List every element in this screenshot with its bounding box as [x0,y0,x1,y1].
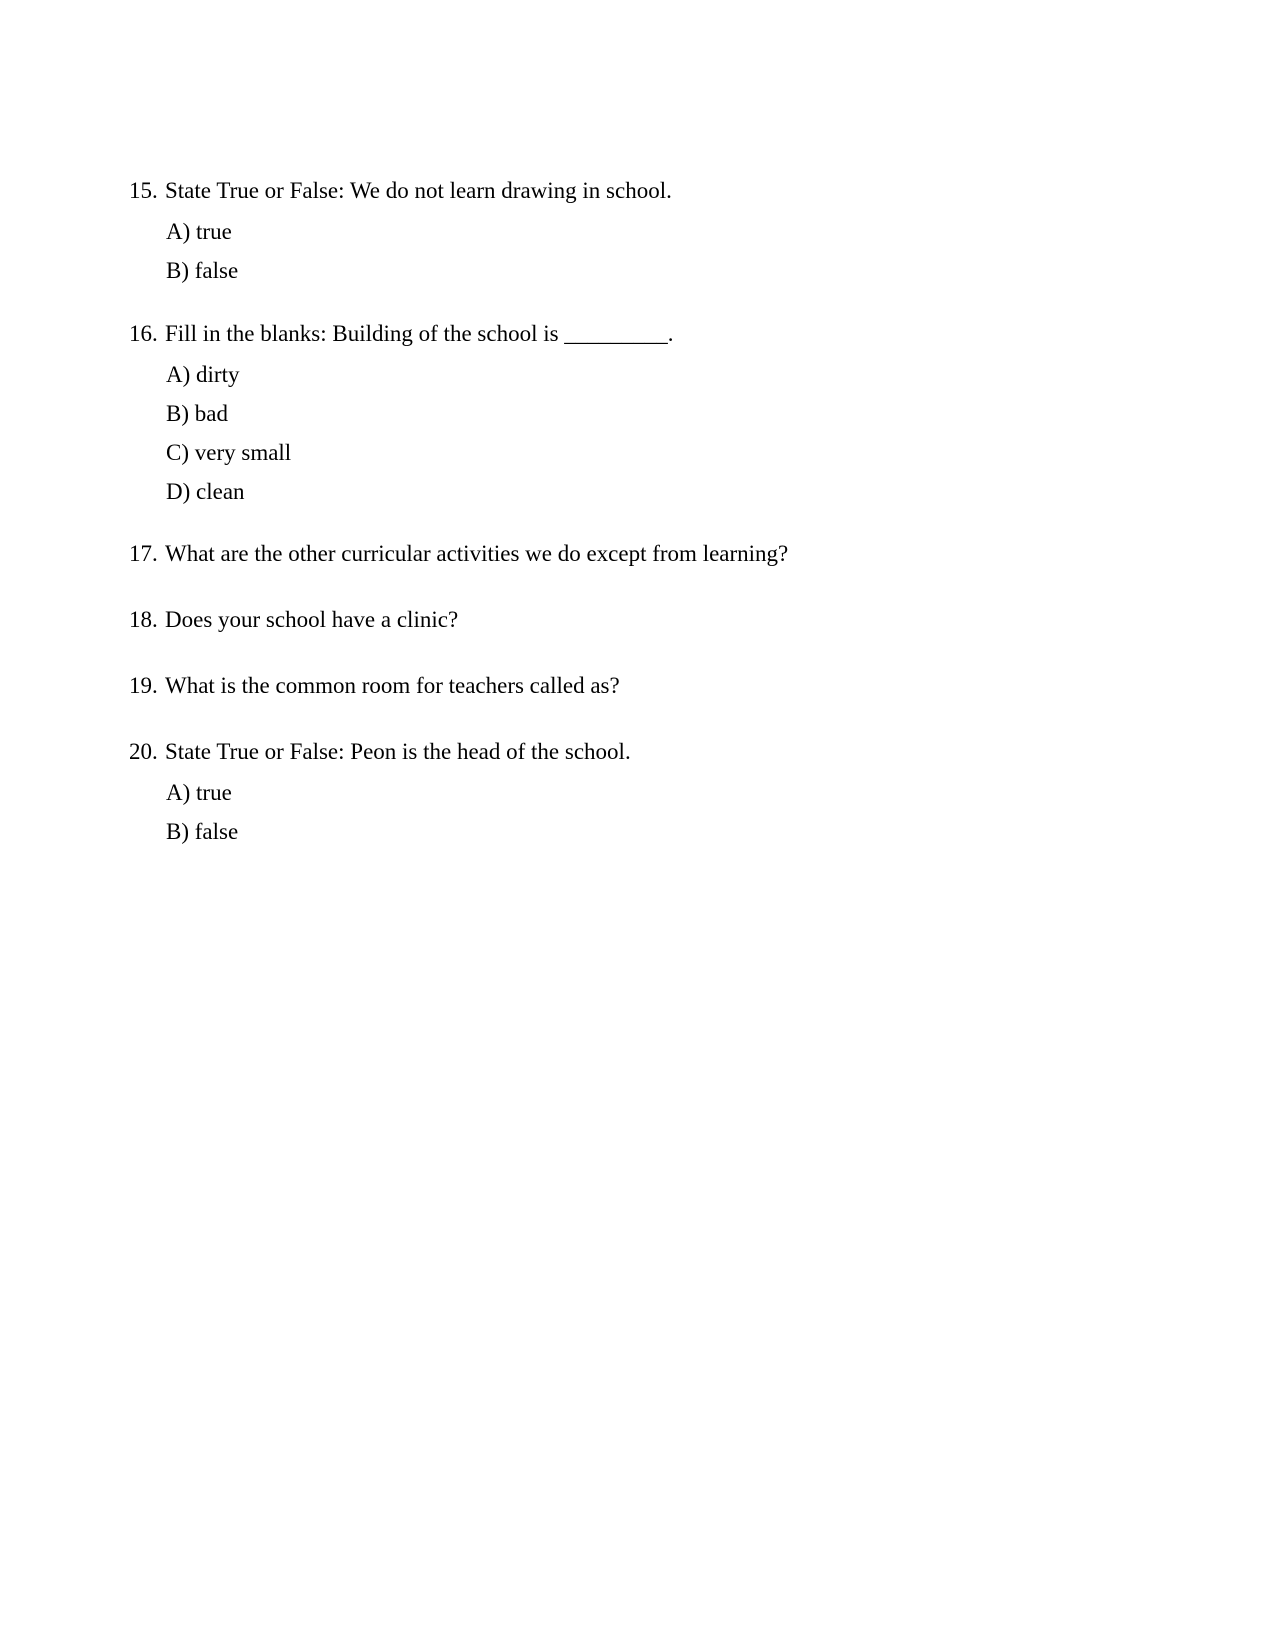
question-text: Does your school have a clinic? [165,607,459,632]
question-20 [129,738,631,766]
question-20-option-a: A) true [166,780,232,805]
question-20-option-b: B) false [166,819,239,844]
question-text: State True or False: We do not learn drawing in school. [165,178,672,203]
question-19 [129,672,620,700]
question-15-option-a: A) true [166,219,232,244]
question-16-option-b: B) bad [166,401,228,426]
question-number: 20. [129,739,158,764]
question-number: 17. [129,541,158,566]
question-16 [129,320,674,348]
question-number: 15. [129,178,158,203]
question-number: 18. [129,607,158,632]
question-number: 16. [129,321,158,346]
question-18 [129,606,458,634]
question-15 [129,177,672,205]
question-text: Fill in the blanks: Building of the school is _________. [165,321,674,346]
question-16-option-a: A) dirty [166,362,240,387]
question-17 [129,540,788,568]
question-text: State True or False: Peon is the head of the school. [165,739,631,764]
question-text: What is the common room for teachers called as? [165,673,620,698]
question-16-option-d: D) clean [166,479,245,504]
question-15-option-b: B) false [166,258,239,283]
question-number: 19. [129,673,158,698]
question-16-option-c: C) very small [166,440,292,465]
question-text: What are the other curricular activities we do except from learning? [165,541,789,566]
